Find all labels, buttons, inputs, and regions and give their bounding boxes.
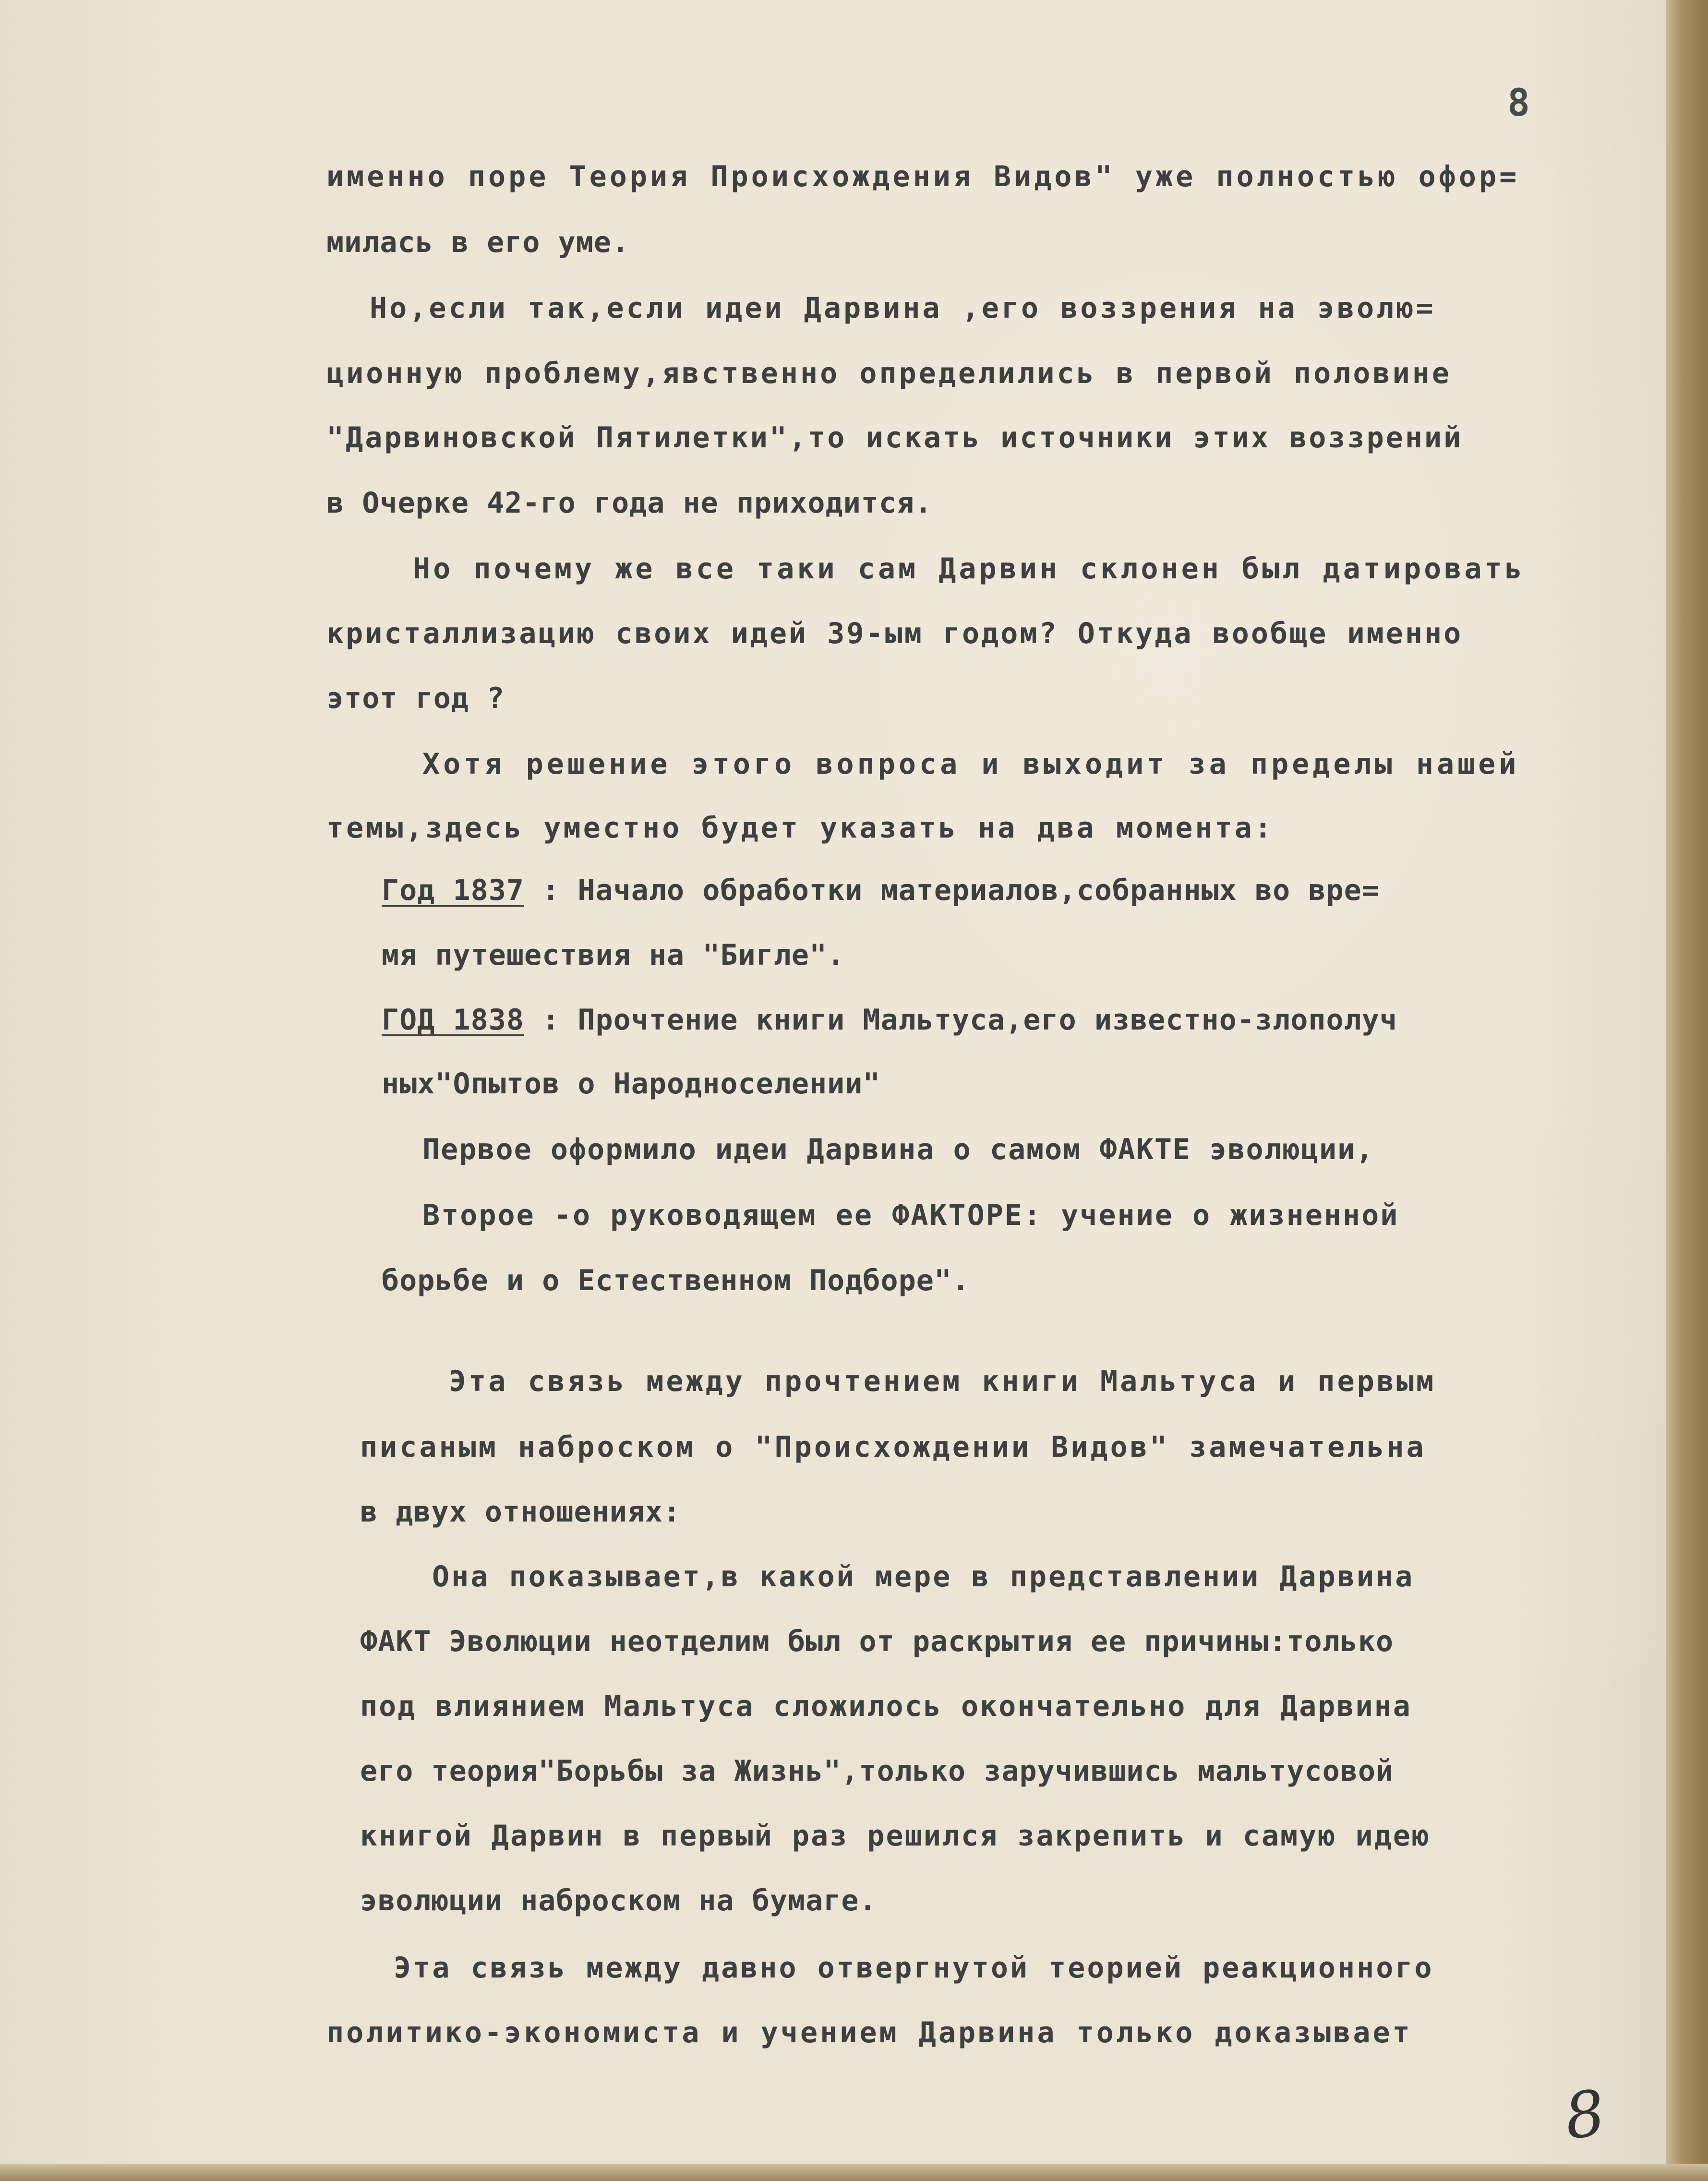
page-edge <box>1666 0 1708 2181</box>
text-line: ФАКТ Эволюции неотделим был от раскрытия ее причины:только <box>360 1625 1394 1658</box>
page-number: 8 <box>1507 82 1530 125</box>
text-line: милась в его уме. <box>326 226 630 259</box>
year-item <box>382 1003 1398 1037</box>
text-line: темы,здесь уместно будет указать на два момента: <box>326 811 1274 845</box>
year-label: Год 1837 <box>382 874 524 907</box>
text-line: эволюции наброском на бумаге. <box>360 1884 877 1917</box>
text-line: Но,если так,если идеи Дарвина ,его воззрения на эволю= <box>370 291 1436 325</box>
text-line: Но почему же все таки сам Дарвин склонен был датировать <box>413 552 1525 586</box>
text-line: в двух отношениях: <box>360 1495 681 1529</box>
year-label: ГОД 1838 <box>382 1003 524 1037</box>
text-line: кристаллизацию своих идей 39-ым годом? Откуда вообще именно <box>326 617 1463 650</box>
text-line: мя путешествия на "Бигле". <box>382 938 845 972</box>
text-line: книгой Дарвин в первый раз решился закрепить и самую идею <box>360 1819 1431 1853</box>
text-line: ционную проблему,явственно определились в первой половине <box>326 357 1452 390</box>
text-line: писаным наброском о "Происхождении Видов" замечательна <box>360 1430 1426 1464</box>
text-line: борьбе и о Естественном Подборе". <box>382 1264 970 1297</box>
text-line: "Дарвиновской Пятилетки",то искать источники этих воззрений <box>326 421 1463 455</box>
text-line: именно поре Теория Происхождения Видов" уже полностью офор= <box>326 160 1520 193</box>
text-line: Эта связь между давно отвергнутой теорией реакционного <box>394 1951 1434 1985</box>
year-text: : Начало обработки материалов,собранных во вре= <box>542 874 1380 907</box>
text-line: в Очерке 42-го года не приходится. <box>326 486 933 520</box>
text-line: этот год ? <box>326 682 505 715</box>
text-line: Хотя решение этого вопроса и выходит за пределы нашей <box>422 747 1520 781</box>
handwritten-signature: 8 <box>1560 2075 1610 2154</box>
page-bottom-edge <box>0 2164 1708 2181</box>
year-text: : Прочтение книги Мальтуса,его известно-злополуч <box>542 1003 1398 1037</box>
text-line: Первое оформило идеи Дарвина о самом ФАКТЕ эволюции, <box>422 1133 1374 1166</box>
text-line: ных"Опытов о Народноселении" <box>382 1067 881 1101</box>
text-line: Второе -о руководящем ее ФАКТОРЕ: учение о жизненной <box>422 1198 1399 1232</box>
text-line: Эта связь между прочтением книги Мальтуса и первым <box>449 1365 1436 1398</box>
text-line: Она показывает,в какой мере в представлении Дарвина <box>432 1560 1415 1594</box>
text-line: его теория"Борьбы за Жизнь",только заручившись мальтусовой <box>360 1754 1394 1788</box>
year-item <box>382 876 1380 905</box>
text-line: под влиянием Мальтуса сложилось окончательно для Дарвина <box>360 1690 1412 1723</box>
text-line: политико-экономиста и учением Дарвина только доказывает <box>326 2016 1412 2049</box>
